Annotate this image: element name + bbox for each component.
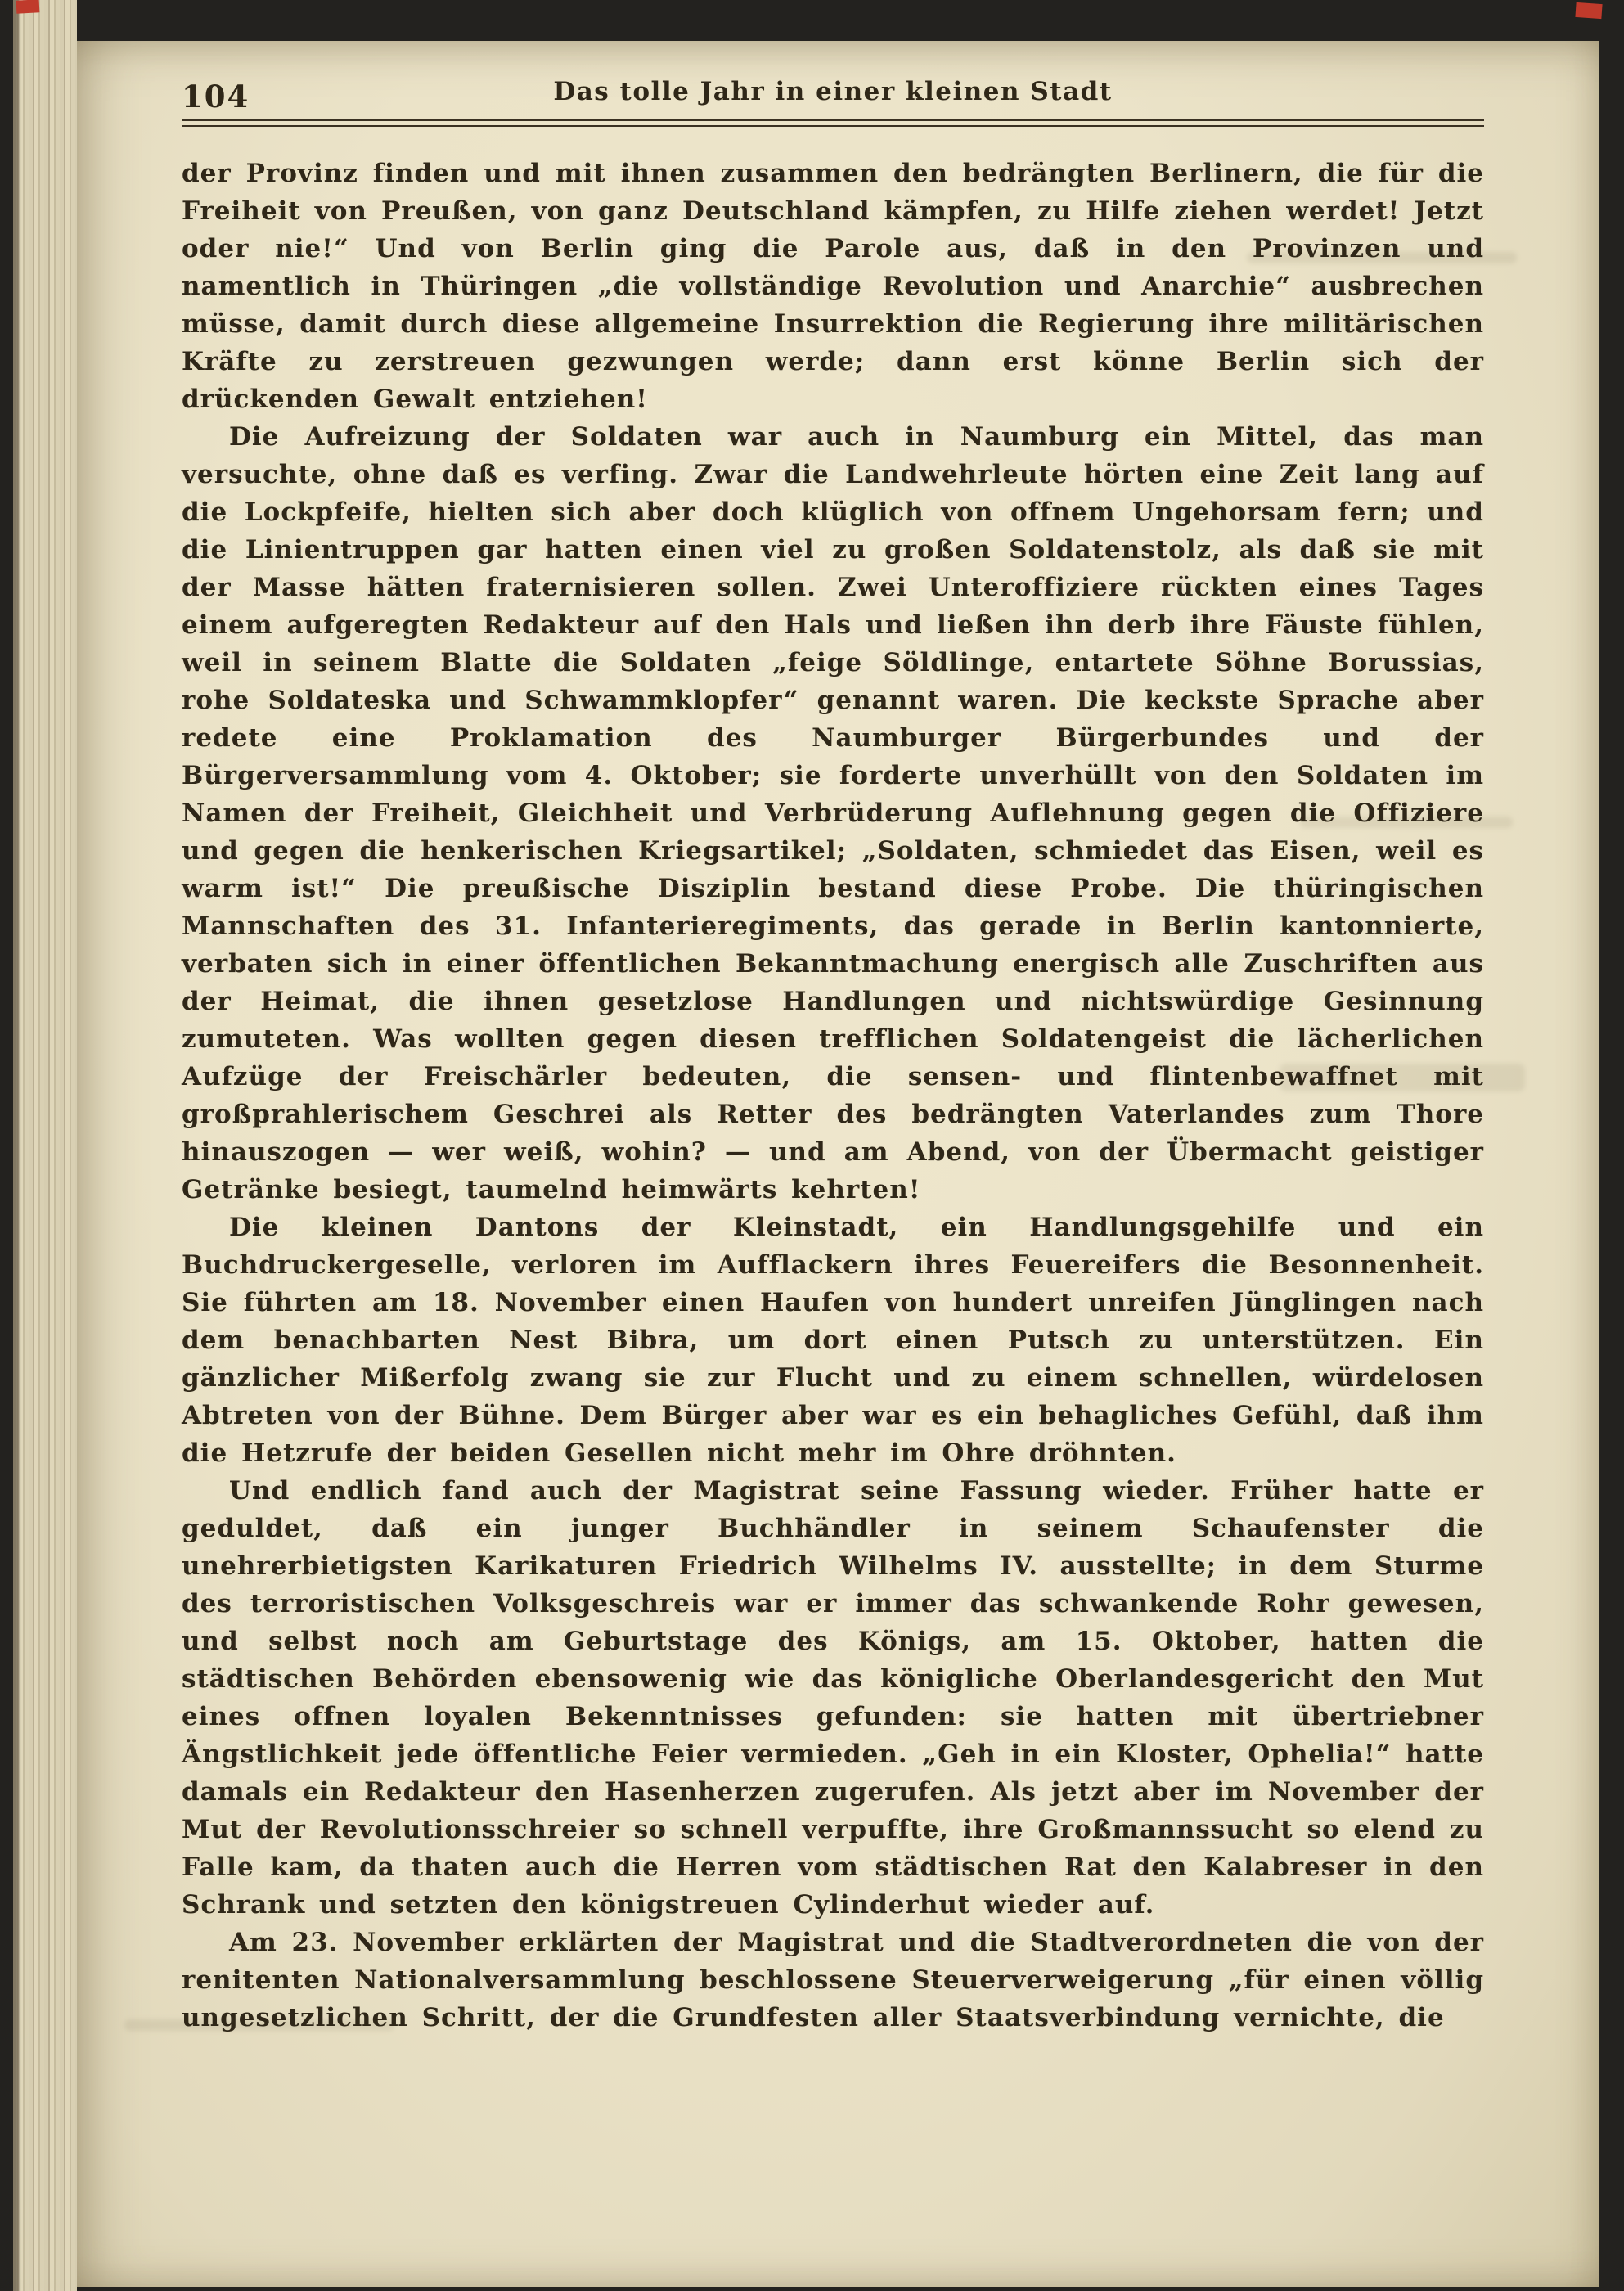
book-page-edges [13, 0, 77, 2291]
paragraph: Und endlich fand auch der Magistrat seine Fassung wieder. Früher hatte er geduldet, daß ein junger Buchhändler in seinem Schaufenster die unehrerbietigsten Karikaturen Friedrich Wilhelms IV. ausstellte; in dem Sturme des terroristischen Volksgeschreis war er immer das schwankende Rohr gewesen, und selbst noch am Geburtstage des Königs, am 15. Oktober, hatten die städtischen Behörden ebensowenig wie das königliche Oberlandesgericht den Mut eines offnen loyalen Bekenntnisses gefunden: sie hatten mit übertriebner Ängstlichkeit jede öffentliche Feier vermieden. „Geh in ein Kloster, Ophelia!“ hatte damals ein Redakteur den Hasenherzen zugerufen. Als jetzt aber im November der Mut der Revolutionsschreier so schnell verpuffte, ihre Großmannssucht so elend zu Falle kam, da thaten auch die Herren vom städtischen Rat den Kalabreser in den Schrank und setzten den königstreuen Cylinderhut wieder auf. [182, 1476, 1484, 1920]
paragraph: Die Aufreizung der Soldaten war auch in Naumburg ein Mittel, das man versuchte, ohne daß es verfing. Zwar die Landwehrleute hörten eine Zeit lang auf die Lockpfeife, hielten sich aber doch klüglich von offnem Ungehorsam fern; und die Linientruppen gar hatten einen viel zu großen Soldatenstolz, als daß sie mit der Masse hätten fraternisieren sollen. Zwei Unteroffiziere rückten eines Tages einem aufgeregten Redakteur auf den Hals und ließen ihn derb ihre Fäuste fühlen, weil in seinem Blatte die Soldaten „feige Söldlinge, entartete Söhne Borussias, rohe Soldateska und Schwammklopfer“ genannt waren. Die keckste Sprache aber redete eine Proklamation des Naumburger Bürgerbundes und der Bürgerversammlung vom 4. Oktober; sie forderte unverhüllt von den Soldaten im Namen der Freiheit, Gleichheit und Verbrüderung Auflehnung gegen die Offiziere und gegen die henkerischen Kriegsartikel; „Soldaten, schmiedet das Eisen, weil es warm ist!“ Die preußische Disziplin bestand diese Probe. Die thüringischen Mannschaften des 31. Infanterieregiments, das gerade in Berlin kantonnierte, verbaten sich in einer öffentlichen Bekanntmachung energisch alle Zuschriften aus der Heimat, die ihnen gesetzlose Handlungen und nichtswürdige Gesinnung zumuteten. Was wollten gegen diesen trefflichen Soldatengeist die lächerlichen Aufzüge der Freischärler bedeuten, die sensen- und flintenbewaffnet mit großprahlerischem Geschrei als Retter des bedrängten Vaterlandes zum Thore hinauszogen — wer weiß, wohin? — und am Abend, von der Übermacht geistiger Getränke besiegt, taumelnd heimwärts kehrten! [182, 422, 1484, 1204]
body-text [182, 155, 1484, 2037]
text-block [182, 77, 1484, 2037]
header-double-rule [182, 119, 1484, 127]
paragraph: Die kleinen Dantons der Kleinstadt, ein Handlungsgehilfe und ein Buchdruckergeselle, verloren im Aufflackern ihres Feuereifers die Besonnenheit. Sie führten am 18. November einen Haufen von hundert unreifen Jünglingen nach dem benachbarten Nest Bibra, um dort einen Putsch zu unterstützen. Ein gänzlicher Mißerfolg zwang sie zur Flucht und zu einem schnellen, würdelosen Abtreten von der Bühne. Dem Bürger aber war es ein behagliches Gefühl, daß ihm die Hetzrufe der beiden Gesellen nicht mehr im Ohre dröhnten. [182, 1213, 1484, 1468]
paragraph: der Provinz finden und mit ihnen zusammen den bedrängten Berlinern, die für die Freiheit von Preußen, von ganz Deutschland kämpfen, zu Hilfe ziehen werdet! Jetzt oder nie!“ Und von Berlin ging die Parole aus, daß in den Provinzen und namentlich in Thüringen „die vollständige Revolution und Anarchie“ ausbrechen müsse, damit durch diese allgemeine Insurrektion die Regierung ihre militärischen Kräfte zu zerstreuen gezwungen werde; dann erst könne Berlin sich der drückenden Gewalt entziehen! [182, 159, 1484, 414]
paragraph: Am 23. November erklärten der Magistrat und die Stadtverordneten die von der renitenten Nationalversammlung beschlossene Steuerverweigerung „für einen völlig ungesetzlichen Schritt, der die Grundfesten aller Staatsverbindung vernichte, die [182, 1928, 1484, 2032]
page-number: 104 [182, 79, 250, 115]
book-page [77, 41, 1599, 2287]
red-mark-top-right [1575, 2, 1602, 19]
page-header [182, 77, 1484, 116]
running-title: Das tolle Jahr in einer kleinen Stadt [553, 77, 1113, 106]
red-mark-top-left [16, 0, 40, 14]
